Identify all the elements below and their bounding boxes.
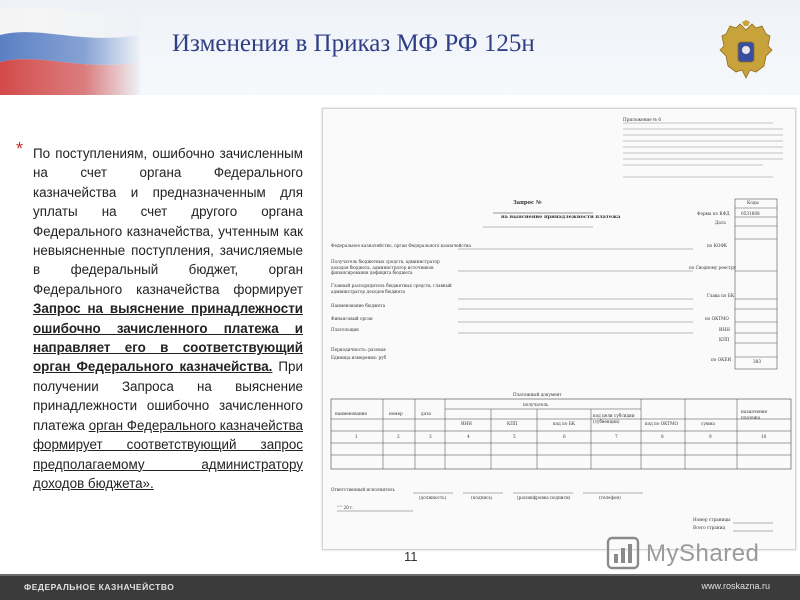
doc-col-2: дата bbox=[421, 411, 431, 416]
doc-col-5: код по БК bbox=[553, 421, 576, 426]
doc-colnum-9: 10 bbox=[761, 434, 767, 439]
doc-right-2: Глава по БК bbox=[707, 293, 735, 298]
doc-sig-part-2: (расшифровка подписи) bbox=[517, 495, 571, 500]
doc-colnum-6: 7 bbox=[615, 434, 618, 439]
doc-sig-part-3: (телефон) bbox=[599, 495, 621, 500]
doc-col-1: номер bbox=[389, 411, 403, 416]
text-part-2: При получении Запроса на выяснение принадлежности ошибочно зачисленного платежа bbox=[33, 359, 303, 433]
doc-col-9: назначение платежа bbox=[741, 409, 768, 420]
doc-right-0: по КОФК bbox=[707, 243, 728, 248]
doc-colnum-1: 2 bbox=[397, 434, 400, 439]
doc-colnum-4: 5 bbox=[513, 434, 516, 439]
doc-row-6: Периодичность: разовая bbox=[331, 347, 386, 352]
doc-col-3: ИНН bbox=[461, 421, 472, 426]
doc-okei-value: 383 bbox=[753, 359, 761, 364]
double-headed-eagle-icon bbox=[718, 20, 774, 86]
doc-codes-header: Коды bbox=[747, 200, 759, 205]
doc-appendix: Приложение № 6 bbox=[623, 117, 661, 122]
footer-website[interactable]: www.roskazna.ru bbox=[701, 581, 770, 591]
doc-colnum-8: 9 bbox=[709, 434, 712, 439]
doc-right-5: КПП bbox=[719, 337, 730, 342]
page-number: 11 bbox=[404, 549, 418, 564]
doc-row-0: Федеральное казначейство, орган Федерального казначейства bbox=[331, 243, 471, 248]
doc-right-6: по ОКЕИ bbox=[711, 357, 732, 362]
doc-colnum-3: 4 bbox=[467, 434, 470, 439]
slide-header bbox=[0, 0, 800, 97]
doc-col-7: код по ОКТМО bbox=[645, 421, 678, 426]
bullet-asterisk-icon: * bbox=[16, 139, 24, 159]
doc-row-7: Единица измерения: руб bbox=[331, 355, 387, 360]
doc-date-label: Дата bbox=[715, 220, 726, 225]
form-image bbox=[322, 108, 796, 550]
doc-colnum-5: 6 bbox=[563, 434, 566, 439]
slide-title: Изменения в Приказ МФ РФ 125н bbox=[172, 30, 535, 57]
doc-signature-label: Ответственный исполнитель bbox=[331, 487, 395, 492]
doc-row-2: Главный распорядитель бюджетных средств, главный администратор доходов бюджета bbox=[331, 283, 452, 294]
doc-row-4: Финансовый орган bbox=[331, 316, 373, 321]
slide-footer bbox=[0, 574, 800, 600]
doc-table-group2: получатель bbox=[523, 402, 549, 407]
doc-pages-total: Всего страниц bbox=[693, 525, 726, 530]
text-highlight-1: Запрос на выяснение принадлежности ошибочно зачисленного платежа и направляет его в соответствующий орган Федерального казначейства. bbox=[33, 301, 303, 375]
doc-page-label: Номер страницы bbox=[693, 517, 731, 522]
myshared-logo-icon bbox=[606, 536, 766, 572]
doc-right-4: ИНН bbox=[719, 327, 730, 332]
doc-col-8: сумма bbox=[701, 421, 715, 426]
doc-okud-value: 0531808 bbox=[741, 211, 760, 216]
doc-col-0: наименование bbox=[335, 411, 368, 416]
doc-col-6: код цели субсидии (субвенции) bbox=[593, 413, 635, 424]
doc-request-title: Запрос № bbox=[513, 200, 542, 206]
text-highlight-2: орган Федерального казначейства формирует соответствующий запрос предполагаемому администратору доходов бюджета». bbox=[33, 417, 303, 491]
doc-date-line: " " 20 г. bbox=[337, 505, 354, 510]
russian-flag-icon bbox=[0, 0, 140, 95]
doc-sig-part-1: (подпись) bbox=[471, 495, 493, 500]
watermark-text: MyShared bbox=[646, 540, 760, 567]
body-paragraph bbox=[33, 144, 303, 493]
doc-right-3: по ОКТМО bbox=[705, 316, 729, 321]
doc-row-3: Наименование бюджета bbox=[331, 303, 386, 308]
doc-colnum-0: 1 bbox=[355, 434, 358, 439]
doc-row-5: Плательщик bbox=[331, 327, 359, 332]
doc-request-subtitle: на выяснение принадлежности платежа bbox=[501, 214, 621, 220]
footer-strip bbox=[0, 574, 800, 576]
doc-colnum-7: 8 bbox=[661, 434, 664, 439]
text-part-1: По поступлениям, ошибочно зачисленным на счет органа Федерального казначейства и предназначенным для уплаты на счет другого органа Федерального казначейства, учтенным как невыясненные поступления, зачисляемые в федеральный бюджет, орган Федерального казначейства формирует bbox=[33, 146, 303, 297]
doc-col-4: КПП bbox=[507, 421, 518, 426]
doc-row-1: Получатель бюджетных средств, администратор доходов бюджета, администратор источников финансирования дефицита бюджета bbox=[331, 259, 440, 275]
doc-right-1: по Сводному реестру bbox=[689, 265, 737, 270]
doc-table-group1: Платежный документ bbox=[513, 392, 562, 397]
footer-org-name: ФЕДЕРАЛЬНОЕ КАЗНАЧЕЙСТВО bbox=[24, 582, 175, 592]
doc-colnum-2: 3 bbox=[429, 434, 432, 439]
doc-sig-part-0: (должность) bbox=[419, 495, 447, 500]
doc-form-okud: Форма по КФД bbox=[697, 211, 730, 216]
